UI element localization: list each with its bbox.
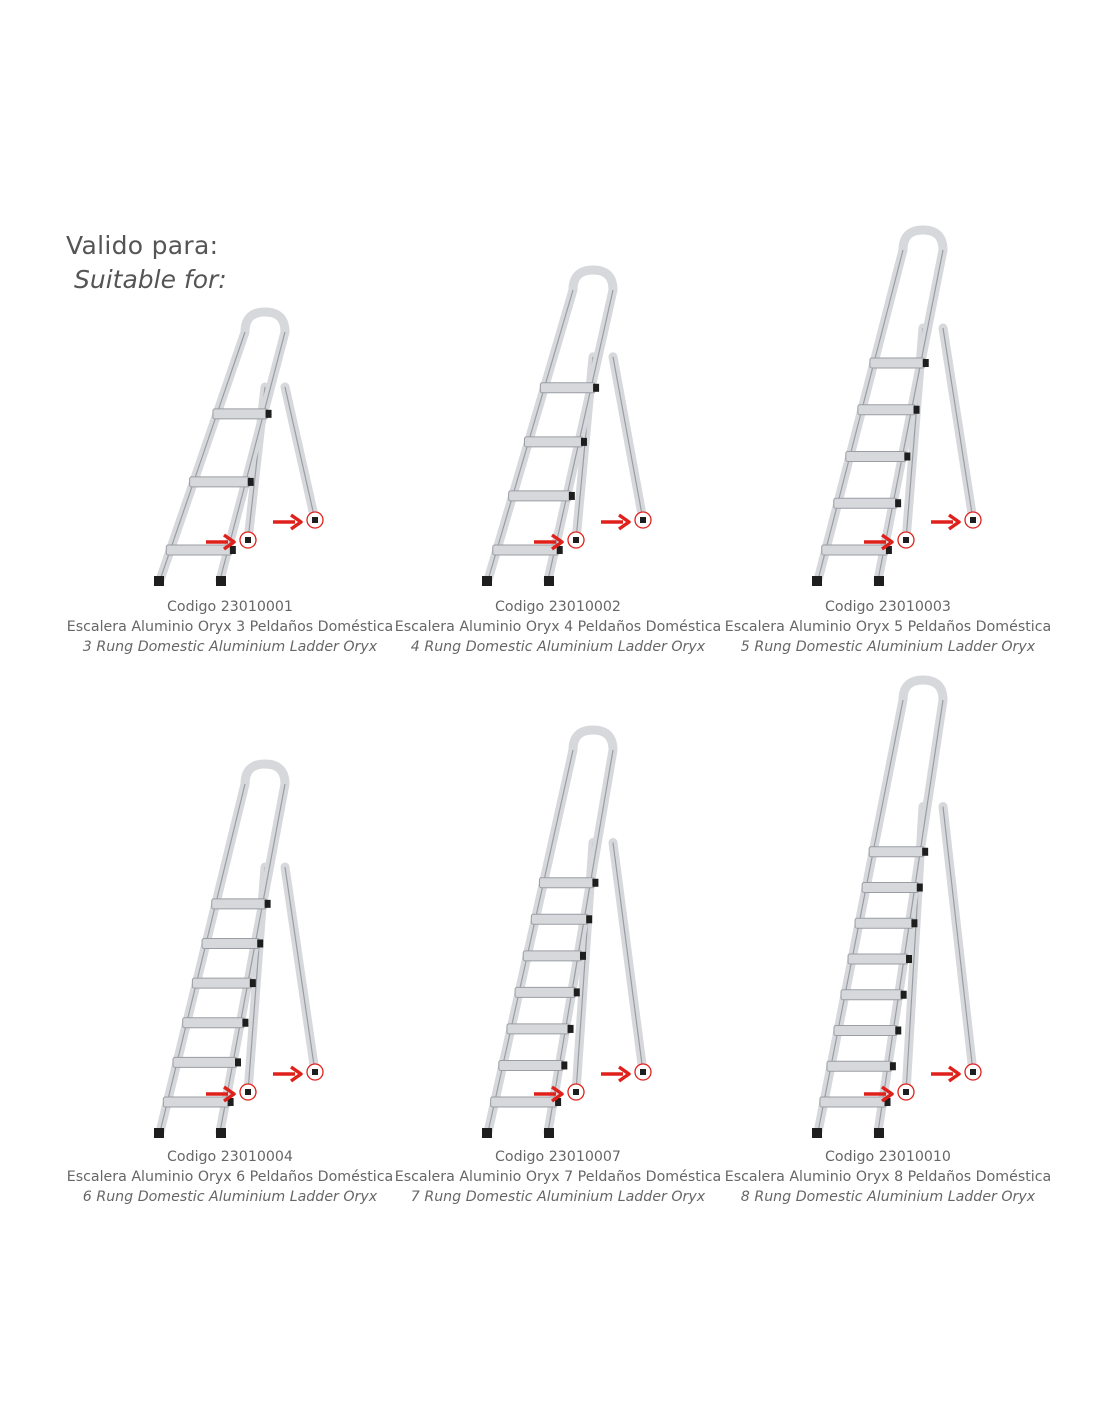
top-handle — [573, 730, 613, 750]
step-end-cap — [581, 438, 587, 446]
rubber-foot — [544, 576, 554, 586]
rear-foot — [640, 1069, 646, 1075]
step-end-cap — [911, 919, 917, 927]
ladder-step — [531, 914, 588, 924]
product-caption — [60, 1147, 400, 1207]
product-name-en: 3 Rung Domestic Aluminium Ladder Oryx — [82, 639, 378, 655]
ladder-drawing — [482, 270, 651, 586]
step-end-cap — [248, 478, 254, 486]
step-end-cap — [265, 900, 271, 908]
rear-foot — [970, 517, 976, 523]
rear-foot — [245, 1089, 251, 1095]
step-end-cap — [895, 499, 901, 507]
step-end-cap — [235, 1058, 241, 1066]
product-ladder-4 — [388, 258, 728, 592]
ladder-drawing — [482, 730, 651, 1138]
step-end-cap — [257, 939, 263, 947]
rubber-foot — [812, 1128, 822, 1138]
ladder-step — [523, 951, 582, 961]
step-end-cap — [580, 952, 586, 960]
ladder-image — [60, 300, 400, 592]
ladder-image — [388, 718, 728, 1144]
rear-foot — [312, 517, 318, 523]
ladder-step — [509, 491, 571, 501]
ladder-step — [515, 987, 576, 997]
ladder-step — [173, 1057, 237, 1067]
ladder-drawing — [812, 680, 981, 1138]
product-name-es: Escalera Aluminio Oryx 4 Peldaños Doméstica — [394, 619, 722, 635]
rubber-foot — [216, 1128, 226, 1138]
rear-foot — [245, 537, 251, 543]
ladder-step — [166, 545, 232, 555]
step-end-cap — [906, 955, 912, 963]
top-handle — [903, 680, 943, 700]
step-end-cap — [230, 546, 236, 554]
product-ladder-3 — [60, 300, 400, 592]
ladder-step — [507, 1024, 570, 1034]
step-end-cap — [266, 410, 272, 418]
ladder-image — [60, 752, 400, 1144]
product-caption — [718, 597, 1058, 657]
product-code: Codigo 23010003 — [825, 599, 951, 615]
ladder-step — [862, 883, 919, 893]
rear-foot — [903, 537, 909, 543]
ladder-step — [820, 1097, 887, 1107]
step-end-cap — [574, 988, 580, 996]
step-end-cap — [895, 1027, 901, 1035]
product-caption — [388, 597, 728, 657]
step-end-cap — [242, 1019, 248, 1027]
ladder-step — [869, 847, 924, 857]
ladder-step — [846, 452, 907, 462]
rubber-foot — [482, 576, 492, 586]
product-name-es: Escalera Aluminio Oryx 7 Peldaños Doméstica — [394, 1169, 722, 1185]
rubber-foot — [216, 576, 226, 586]
step-end-cap — [904, 453, 910, 461]
product-code: Codigo 23010007 — [495, 1149, 621, 1165]
product-ladder-5 — [718, 218, 1058, 592]
product-name-es: Escalera Aluminio Oryx 8 Peldaños Doméstica — [724, 1169, 1052, 1185]
product-code: Codigo 23010010 — [825, 1149, 951, 1165]
product-name-en: 8 Rung Domestic Aluminium Ladder Oryx — [740, 1189, 1036, 1205]
top-handle — [245, 312, 285, 332]
product-caption — [60, 597, 400, 657]
product-ladder-6 — [60, 752, 400, 1144]
rubber-foot — [544, 1128, 554, 1138]
rear-foot — [903, 1089, 909, 1095]
ladder-step — [822, 545, 888, 555]
ladder-step — [163, 1097, 229, 1107]
ladder-step — [539, 878, 594, 888]
rubber-foot — [482, 1128, 492, 1138]
ladder-step — [855, 918, 913, 928]
step-end-cap — [592, 879, 598, 887]
ladder-step — [841, 990, 903, 1000]
product-name-en: 6 Rung Domestic Aluminium Ladder Oryx — [82, 1189, 378, 1205]
product-name-en: 4 Rung Domestic Aluminium Ladder Oryx — [410, 639, 706, 655]
rear-foot — [573, 1089, 579, 1095]
step-end-cap — [890, 1062, 896, 1070]
ladder-step — [493, 545, 559, 555]
step-end-cap — [922, 848, 928, 856]
product-code: Codigo 23010002 — [495, 599, 621, 615]
step-end-cap — [568, 1025, 574, 1033]
ladder-drawing — [812, 230, 981, 586]
step-end-cap — [917, 884, 923, 892]
step-end-cap — [901, 991, 907, 999]
ladder-step — [212, 899, 267, 909]
step-end-cap — [923, 359, 929, 367]
top-handle — [573, 270, 613, 290]
header — [66, 228, 227, 296]
step-end-cap — [593, 384, 599, 392]
rear-foot — [640, 517, 646, 523]
rubber-foot — [154, 1128, 164, 1138]
ladder-drawing — [154, 312, 323, 586]
step-end-cap — [569, 492, 575, 500]
ladder-step — [499, 1060, 564, 1070]
ladder-step — [870, 358, 925, 368]
top-handle — [245, 764, 285, 784]
step-end-cap — [914, 406, 920, 414]
product-name-en: 5 Rung Domestic Aluminium Ladder Oryx — [740, 639, 1036, 655]
rear-foot — [573, 537, 579, 543]
ladder-step — [491, 1097, 557, 1107]
product-caption — [388, 1147, 728, 1207]
rubber-foot — [154, 576, 164, 586]
ladder-image — [388, 258, 728, 592]
product-ladder-8 — [718, 668, 1058, 1144]
product-caption — [718, 1147, 1058, 1207]
product-ladder-7 — [388, 718, 728, 1144]
title-english: Suitable for: — [74, 265, 227, 294]
product-name-en: 7 Rung Domestic Aluminium Ladder Oryx — [410, 1189, 706, 1205]
ladder-image — [718, 668, 1058, 1144]
ladder-step — [827, 1061, 892, 1071]
ladder-step — [202, 938, 259, 948]
rubber-foot — [874, 576, 884, 586]
ladder-step — [858, 405, 916, 415]
step-end-cap — [561, 1061, 567, 1069]
ladder-image — [718, 218, 1058, 592]
product-code: Codigo 23010004 — [167, 1149, 293, 1165]
product-name-es: Escalera Aluminio Oryx 6 Peldaños Doméstica — [66, 1169, 394, 1185]
step-end-cap — [250, 979, 256, 987]
ladder-drawing — [154, 764, 323, 1138]
rubber-foot — [812, 576, 822, 586]
ladder-step — [183, 1018, 245, 1028]
ladder-step — [190, 477, 250, 487]
ladder-step — [192, 978, 251, 988]
ladder-step — [848, 954, 908, 964]
ladder-step — [213, 409, 268, 419]
step-end-cap — [586, 915, 592, 923]
ladder-step — [540, 383, 595, 393]
ladder-step — [524, 437, 582, 447]
rear-foot — [970, 1069, 976, 1075]
rear-foot — [312, 1069, 318, 1075]
title-spanish: Valido para: — [66, 231, 219, 260]
rubber-foot — [874, 1128, 884, 1138]
product-name-es: Escalera Aluminio Oryx 3 Peldaños Doméstica — [66, 619, 394, 635]
step-end-cap — [557, 546, 563, 554]
product-code: Codigo 23010001 — [167, 599, 293, 615]
top-handle — [903, 230, 943, 250]
ladder-step — [834, 498, 897, 508]
ladder-step — [834, 1026, 897, 1036]
product-name-es: Escalera Aluminio Oryx 5 Peldaños Doméstica — [724, 619, 1052, 635]
